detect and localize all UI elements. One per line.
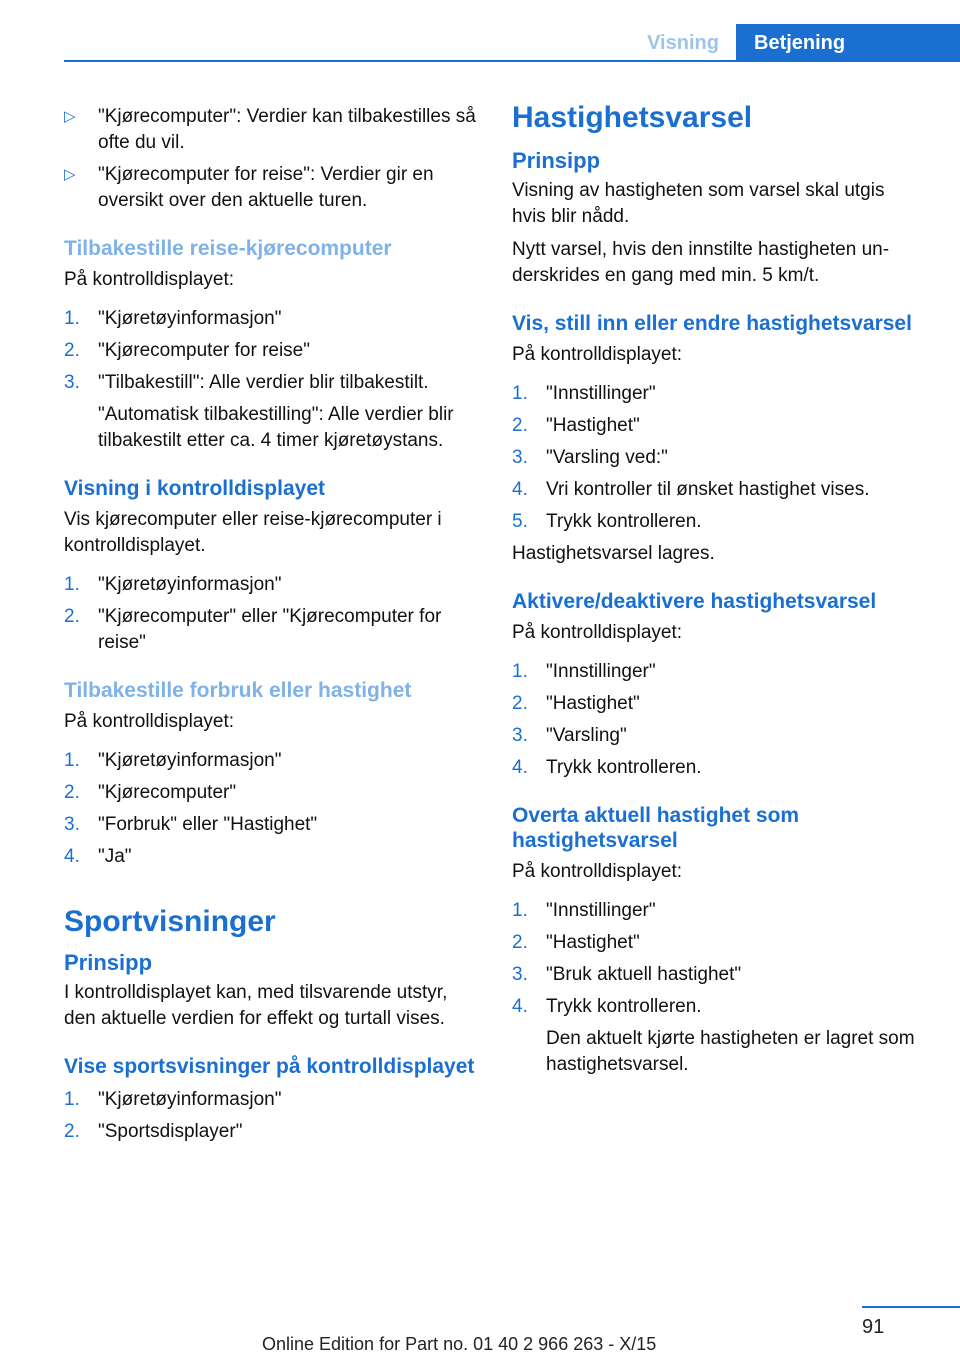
chapter-title-speed-warning: Hastighetsvarsel <box>512 101 753 134</box>
list-item: 4. Trykk kontrolleren. <box>512 757 702 778</box>
list-item: 5. Trykk kontrolleren. <box>512 511 702 532</box>
left-column <box>64 100 484 1151</box>
list-item: 3. "Bruk aktuell hastighet" <box>512 964 742 985</box>
list-item: 2. "Hastighet" <box>512 415 640 436</box>
step-note: Den aktuelt kjørte hastigheten er lagret som hastighetsvarsel. <box>546 1028 915 1075</box>
steps-list <box>64 300 484 454</box>
steps-list <box>64 1085 484 1145</box>
list-item: 4. Trykk kontrolleren. Den aktuelt kjørte hastigheten er lagret som hastighetsvarsel. <box>512 994 922 1078</box>
section-title-set-speed-warning: Vis, still inn eller endre hastighetsvarsel <box>512 312 912 335</box>
list-item: 2. "Kjørecomputer for reise" <box>64 340 310 361</box>
list-item: 1. "Kjøretøyinformasjon" <box>64 1089 282 1110</box>
principle-text: Visning av hastigheten som varsel skal utgis hvis blir nådd. <box>512 180 885 227</box>
section-title-reset-trip: Tilbakestille reise-kjørecomputer <box>64 237 392 260</box>
section-intro: Vis kjørecomputer eller reise-kjørecomputer i kontrolldisplayet. <box>64 509 442 556</box>
edition-footer: Online Edition for Part no. 01 40 2 966 263 - X/15 <box>262 1334 657 1354</box>
principle-text: I kontrolldisplayet kan, med tilsvarende utstyr, den aktuelle verdien for effekt og turtall vises. <box>64 982 448 1029</box>
section-intro: På kontrolldisplayet: <box>64 711 235 732</box>
section-intro: På kontrolldisplayet: <box>64 269 235 290</box>
section-title-display: Visning i kontrolldisplayet <box>64 477 325 500</box>
list-item: 3. "Varsling ved:" <box>512 447 668 468</box>
section-title-show-sport: Vise sportsvisninger på kontrolldisplayet <box>64 1055 475 1078</box>
header-tab-betjening: Betjening <box>736 24 960 62</box>
triangle-bullet-icon: ▷ <box>64 166 76 183</box>
list-item: 3. "Varsling" <box>512 725 627 746</box>
steps-list <box>512 375 922 535</box>
section-intro: På kontrolldisplayet: <box>512 861 683 882</box>
steps-list <box>512 892 922 1078</box>
header-rule <box>64 60 960 62</box>
list-item: 2. "Hastighet" <box>512 693 640 714</box>
section-title-reset-consumption: Tilbakestille forbruk eller hastighet <box>64 679 412 702</box>
footer-rule <box>862 1306 960 1308</box>
chapter-title-sport: Sportvisninger <box>64 905 276 938</box>
list-item: 3. "Tilbakestill": Alle verdier blir tilbakestilt. "Automatisk tilbakestilling": Alle verdier blir tilbakestilt etter ca. 4 timer kjøretøystans. <box>64 370 484 454</box>
section-title-take-current-speed: Overta aktuell hastighet som hastighetsvarsel <box>512 804 800 852</box>
list-item: 2. "Kjørecomputer" eller "Kjørecomputer for reise" <box>64 606 442 653</box>
list-item: 1. "Innstillinger" <box>512 383 656 404</box>
list-item: 2. "Kjørecomputer" <box>64 782 237 803</box>
list-item: 1. "Innstillinger" <box>512 900 656 921</box>
step-note: "Automatisk tilbakestilling": Alle verdier blir tilbakestilt etter ca. 4 timer kjøretøystans. <box>98 404 454 451</box>
list-item: 4. "Ja" <box>64 846 132 867</box>
steps-list <box>512 653 922 781</box>
list-item: 3. "Forbruk" eller "Hastighet" <box>64 814 318 835</box>
list-item: 4. Vri kontroller til ønsket hastighet vises. <box>512 479 870 500</box>
section-title-principle: Prinsipp <box>64 950 153 975</box>
steps-list <box>64 566 484 656</box>
header-tab-visning: Visning <box>647 32 719 54</box>
principle-text: Nytt varsel, hvis den innstilte hastigheten underskrides en gang med min. 5 km/t. <box>512 239 890 286</box>
list-item: 1. "Kjøretøyinformasjon" <box>64 308 282 329</box>
list-item: ▷ "Kjørecomputer": Verdier kan tilbakestilles så ofte du vil. <box>64 106 476 153</box>
list-item: 2. "Hastighet" <box>512 932 640 953</box>
section-intro: På kontrolldisplayet: <box>512 622 683 643</box>
section-outro: Hastighetsvarsel lagres. <box>512 543 715 564</box>
page-number: 91 <box>862 1316 885 1338</box>
list-item: 1. "Kjøretøyinformasjon" <box>64 750 282 771</box>
right-column <box>512 100 922 1084</box>
section-title-toggle-speed-warning: Aktivere/deaktivere hastighetsvarsel <box>512 590 877 613</box>
section-title-principle: Prinsipp <box>512 148 601 173</box>
bullet-list <box>64 100 484 214</box>
list-item: ▷ "Kjørecomputer for reise": Verdier gir en oversikt over den aktuelle turen. <box>64 164 434 211</box>
list-item: 1. "Kjøretøyinformasjon" <box>64 574 282 595</box>
triangle-bullet-icon: ▷ <box>64 108 76 125</box>
steps-list <box>64 742 484 870</box>
list-item: 1. "Innstillinger" <box>512 661 656 682</box>
list-item: 2. "Sportsdisplayer" <box>64 1121 243 1142</box>
section-intro: På kontrolldisplayet: <box>512 344 683 365</box>
